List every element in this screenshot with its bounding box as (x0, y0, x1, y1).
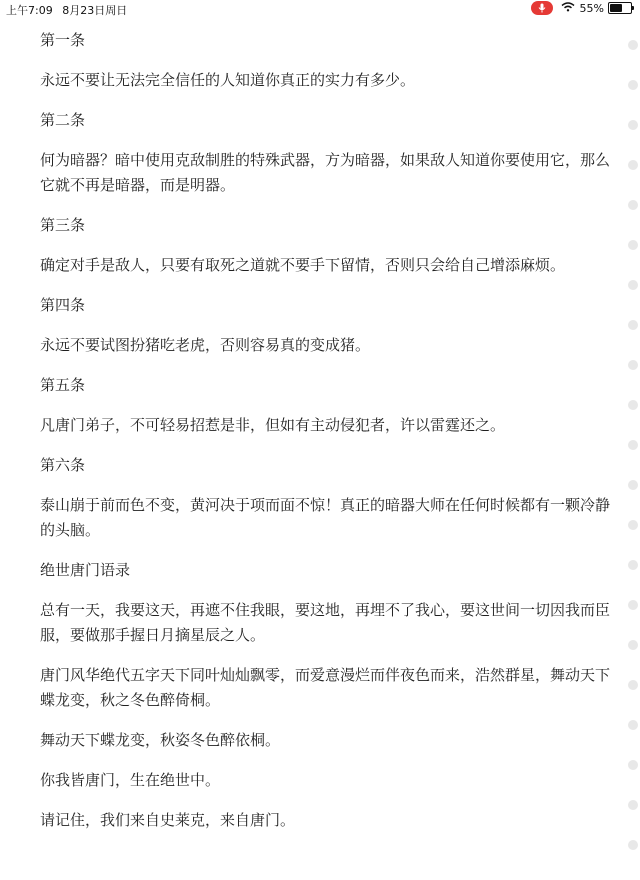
paragraph: 确定对手是敌人，只要有取死之道就不要手下留情，否则只会给自己增添麻烦。 (40, 256, 566, 274)
scroll-dots (624, 40, 640, 880)
paragraph: 第二条 (40, 111, 86, 129)
scroll-dot (628, 640, 638, 650)
scroll-dot (628, 40, 638, 50)
scroll-dot (628, 560, 638, 570)
paragraph: 绝世唐门语录 (40, 561, 131, 579)
status-right (531, 1, 632, 15)
paragraph: 永远不要试图扮猪吃老虎，否则容易真的变成猪。 (40, 336, 371, 354)
paragraph: 第四条 (40, 296, 86, 314)
status-date: 8月23日周日 (62, 4, 128, 17)
scroll-dot (628, 360, 638, 370)
reader-content (40, 28, 620, 848)
paragraph: 凡唐门弟子，不可轻易招惹是非，但如有主动侵犯者，许以雷霆还之。 (40, 416, 506, 434)
scroll-dot (628, 600, 638, 610)
status-bar (0, 0, 640, 18)
mic-icon[interactable] (531, 1, 553, 15)
scroll-dot (628, 440, 638, 450)
wifi-icon (561, 2, 575, 15)
paragraph: 请记住，我们来自史莱克，来自唐门。 (40, 811, 296, 829)
scroll-dot (628, 720, 638, 730)
status-time: 上午7:09 (6, 4, 53, 17)
scroll-dot (628, 80, 638, 90)
paragraph: 总有一天，我要这天，再遮不住我眼，要这地，再埋不了我心，要这世间一切因我而臣服，要做那手握日月摘星辰之人。 (40, 601, 611, 644)
scroll-dot (628, 480, 638, 490)
paragraph: 第一条 (40, 31, 86, 49)
battery-fill (610, 4, 622, 12)
paragraph: 第六条 (40, 456, 86, 474)
paragraph: 第五条 (40, 376, 86, 394)
scroll-dot (628, 840, 638, 850)
battery-icon (608, 2, 632, 14)
status-left (6, 2, 133, 18)
scroll-dot (628, 680, 638, 690)
scroll-dot (628, 800, 638, 810)
scroll-dot (628, 200, 638, 210)
paragraph: 何为暗器？暗中使用克敌制胜的特殊武器，方为暗器，如果敌人知道你要使用它，那么它就不再是暗器，而是明器。 (40, 151, 611, 194)
scroll-dot (628, 520, 638, 530)
battery-percent: 55% (579, 1, 604, 15)
scroll-dot (628, 160, 638, 170)
paragraph: 永远不要让无法完全信任的人知道你真正的实力有多少。 (40, 71, 416, 89)
scroll-dot (628, 320, 638, 330)
scroll-dot (628, 400, 638, 410)
paragraph: 第三条 (40, 216, 86, 234)
paragraph: 唐门风华绝代五字天下同叶灿灿飘零，而爱意漫烂而伴夜色而来，浩然群星，舞动天下蝶龙变，秋之冬色醉倚桐。 (40, 666, 611, 709)
scroll-dot (628, 120, 638, 130)
scroll-dot (628, 240, 638, 250)
paragraph: 舞动天下蝶龙变，秋姿冬色醉依桐。 (40, 731, 281, 749)
scroll-dot (628, 280, 638, 290)
scroll-dot (628, 760, 638, 770)
paragraph: 你我皆唐门，生在绝世中。 (40, 771, 221, 789)
paragraph: 泰山崩于前而色不变，黄河决于项而面不惊！真正的暗器大师在任何时候都有一颗冷静的头脑。 (40, 496, 611, 539)
